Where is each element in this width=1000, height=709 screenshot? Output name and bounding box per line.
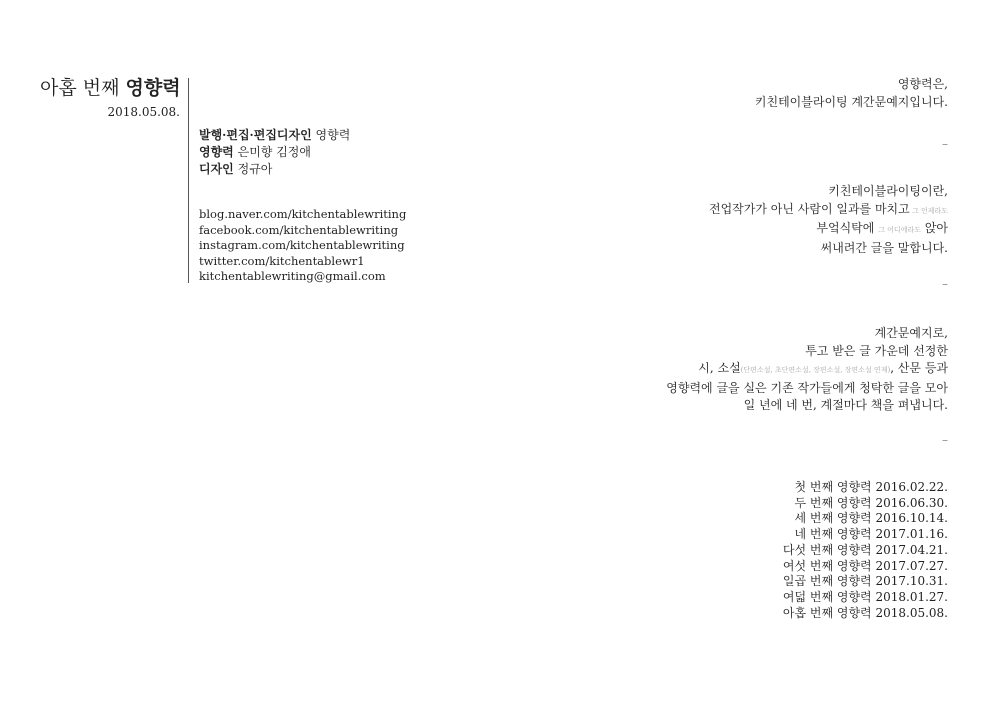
twitter-link[interactable]: [199, 254, 406, 270]
intro-block: [755, 76, 948, 111]
divider-line: [188, 78, 189, 283]
credit-name: 정규아: [237, 162, 273, 176]
credit-name: 은미향 김정애: [237, 145, 311, 159]
history-item: 아홉 번째 영향력 2018.05.08.: [782, 605, 948, 620]
history-item: 여섯 번째 영향력 2017.07.27.: [782, 558, 948, 573]
blog-link[interactable]: [199, 207, 406, 223]
issue-title-bold: 영향력: [125, 77, 181, 99]
intro-line: 키친테이블라이팅 계간문예지입니다.: [754, 94, 948, 109]
definition-block: [709, 183, 948, 257]
credit-line: [199, 161, 350, 178]
definition-text: 부엌식탁에: [816, 221, 879, 235]
history-item: 네 번째 영향력 2017.01.16.: [794, 527, 948, 542]
link-host: twitter: [199, 253, 238, 268]
about-line: [666, 360, 948, 380]
definition-aside: 그 어디에라도: [878, 226, 921, 234]
credit-role: 발행·편집·편집디자인: [199, 128, 312, 142]
history-item: 두 번째 영향력 2016.06.30.: [794, 495, 948, 510]
link-rest: .com/kitchentablewr1: [237, 253, 365, 268]
instagram-link[interactable]: [199, 238, 406, 254]
about-line: 투고 받은 글 가운데 선정한: [805, 343, 948, 358]
section-dash: –: [942, 433, 948, 447]
credit-line: [199, 144, 350, 161]
facebook-link[interactable]: [199, 223, 406, 239]
definition-line: 키친테이블라이팅이란,: [828, 184, 948, 198]
definition-line: 써내려간 글을 말합니다.: [820, 240, 948, 255]
contact-links: [199, 207, 406, 285]
history-item: 일곱 번째 영향력 2017.10.31.: [782, 574, 948, 589]
about-line: 계간문예지로,: [874, 326, 948, 340]
history-item: 여덟 번째 영향력 2018.01.27.: [782, 589, 948, 604]
link-host: instagram: [199, 238, 259, 253]
email-link[interactable]: [199, 269, 406, 285]
issue-history: [783, 480, 948, 621]
definition-line: [709, 220, 948, 240]
issue-header: [40, 74, 180, 119]
link-rest: .com/kitchentablewriting: [251, 222, 399, 237]
issue-title-prefix: 아홉 번째: [40, 77, 126, 99]
issue-title: [40, 74, 180, 102]
about-text: 시, 소설: [698, 361, 741, 375]
definition-text: 전업작가가 아닌 사람이 일과를 마치고: [709, 201, 910, 216]
definition-aside: 그 언제라도: [909, 206, 948, 215]
link-rest: .com/kitchentablewriting: [258, 238, 405, 253]
history-item: 세 번째 영향력 2016.10.14.: [794, 511, 948, 526]
credit-role: 디자인: [199, 162, 234, 176]
section-dash: –: [942, 277, 948, 291]
credit-name: 영향력: [315, 128, 351, 142]
credit-line: [199, 127, 350, 144]
about-aside: (단편소설, 초단편소설, 장편소설, 장편소설 연재): [740, 366, 891, 374]
history-item: 다섯 번째 영향력 2017.04.21.: [782, 542, 948, 557]
section-dash: –: [942, 137, 948, 151]
issue-date: 2018.05.08.: [107, 105, 180, 119]
history-item: 첫 번째 영향력 2016.02.22.: [794, 480, 948, 494]
credits: [199, 127, 350, 178]
about-line: 일 년에 네 번, 계절마다 책을 펴냅니다.: [743, 398, 948, 412]
definition-text: 앉아: [921, 221, 948, 235]
link-host: blog.naver: [199, 207, 260, 221]
about-block: [666, 325, 948, 415]
intro-line: 영향력은,: [897, 77, 948, 91]
definition-line: [709, 201, 948, 221]
link-host: kitchentablewriting@gmail: [199, 269, 358, 284]
about-text: , 산문 등과: [890, 361, 948, 375]
link-rest: .com: [357, 269, 386, 284]
link-rest: .com/kitchentablewriting: [259, 207, 407, 221]
link-host: facebook: [199, 222, 252, 237]
credit-role: 영향력: [199, 145, 234, 159]
about-line: 영향력에 글을 실은 기존 작가들에게 청탁한 글을 모아: [666, 380, 948, 395]
